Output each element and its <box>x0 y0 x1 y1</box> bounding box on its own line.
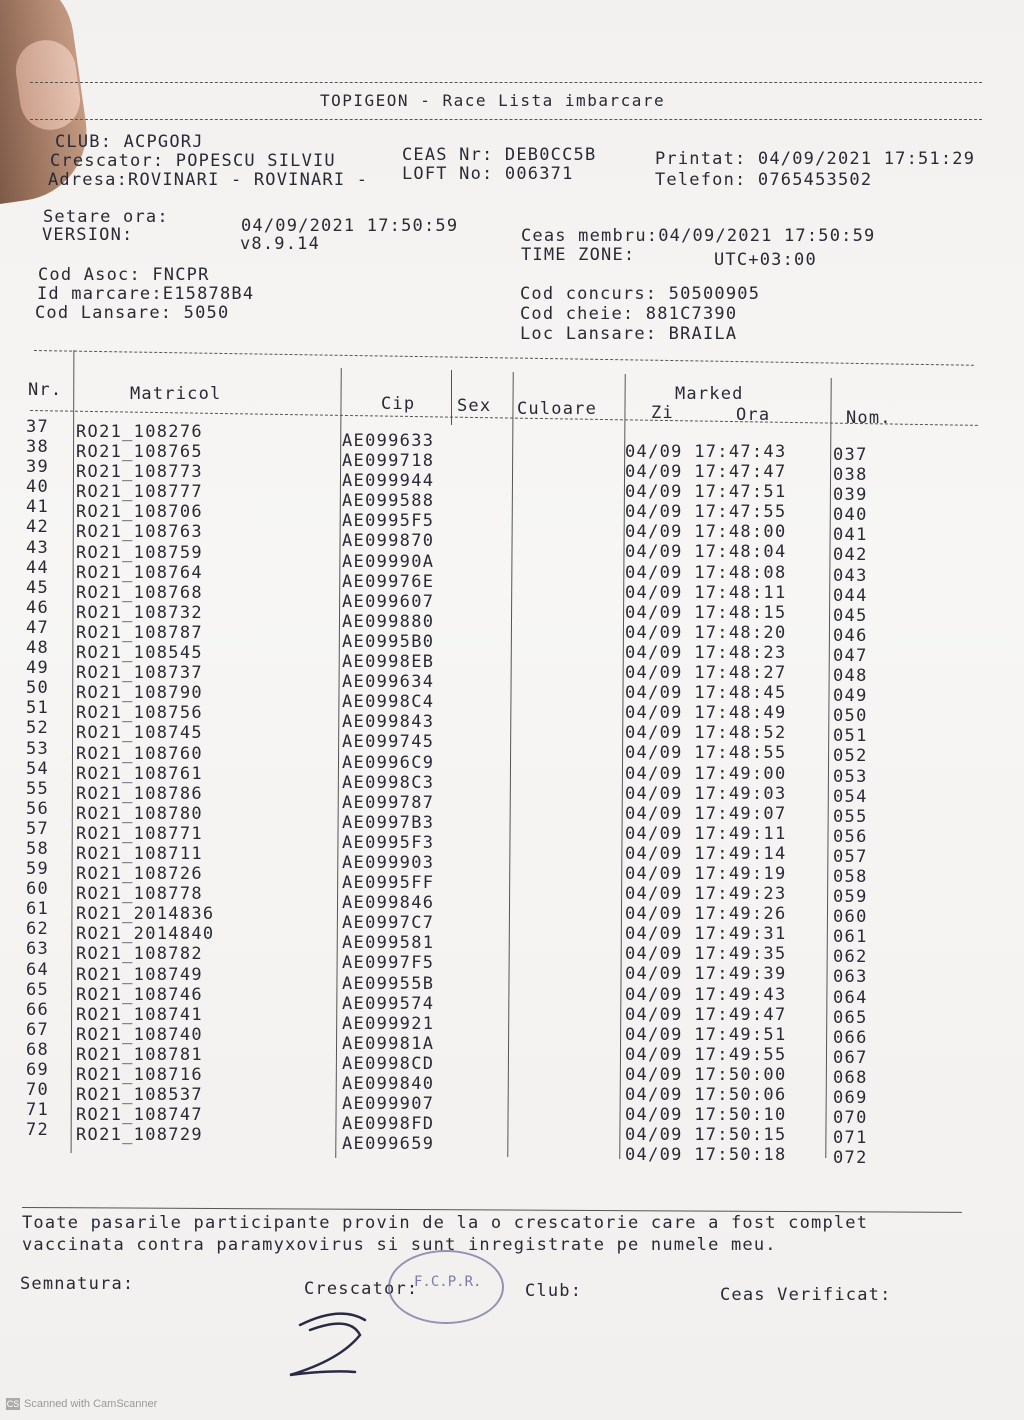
table-cell-matricol: RO21_108781 <box>76 1044 203 1065</box>
column-matricol <box>76 422 214 1145</box>
table-cell-nom: 065 <box>833 1007 868 1028</box>
table-cell-nr: 56 <box>26 798 50 819</box>
table-cell-marked: 04/09 17:49:26 <box>625 904 787 925</box>
table-cell-nr: 55 <box>26 778 50 799</box>
table-cell-cip: AE09981A <box>342 1033 435 1054</box>
table-cell-cip: AE099903 <box>342 852 435 873</box>
table-cell-matricol: RO21_108276 <box>76 422 203 442</box>
table-cell-cip: AE0998FD <box>342 1114 435 1135</box>
table-cell-nom: 040 <box>833 505 868 526</box>
table-cell-nr: 64 <box>26 959 50 980</box>
table-cell-nr: 41 <box>26 497 50 518</box>
table-cell-marked: 04/09 17:47:51 <box>625 482 787 503</box>
table-cell-cip: AE0995FF <box>342 873 435 894</box>
table-cell-marked: 04/09 17:49:35 <box>625 944 787 965</box>
loc-lansare: Loc Lansare: BRAILA <box>520 324 738 344</box>
table-cell-nom: 059 <box>833 887 868 908</box>
table-cell-marked: 04/09 17:47:47 <box>625 462 787 483</box>
table-cell-cip: AE099633 <box>342 431 435 451</box>
table-cell-nr: 39 <box>26 457 50 478</box>
time-zone-label: TIME ZONE: <box>521 245 636 265</box>
table-cell-nr: 47 <box>26 617 50 638</box>
table-cell-nr: 63 <box>26 939 50 960</box>
table-cell-cip: AE099907 <box>342 1094 435 1115</box>
table-cell-marked: 04/09 17:48:49 <box>625 703 787 724</box>
table-cell-marked: 04/09 17:48:00 <box>625 522 787 543</box>
table-cell-cip: AE09990A <box>342 551 435 572</box>
table-cell-nom: 045 <box>833 605 868 626</box>
declaration-line-1: Toate pasarile participante provin de la o crescatorie care a fost complet <box>22 1213 869 1233</box>
table-cell-marked: 04/09 17:50:06 <box>625 1085 787 1105</box>
table-cell-nr: 66 <box>26 999 50 1020</box>
column-divider <box>825 378 831 1158</box>
table-cell-nom: 043 <box>833 565 868 586</box>
table-cell-matricol: RO21_108761 <box>76 763 203 784</box>
table-cell-cip: AE099581 <box>342 933 435 954</box>
column-marked <box>625 442 787 1165</box>
table-cell-nr: 50 <box>26 678 50 699</box>
table-cell-matricol: RO21_108746 <box>76 984 203 1005</box>
handwritten-signature <box>280 1300 400 1390</box>
association-stamp <box>388 1250 504 1324</box>
cod-lansare: Cod Lansare: 5050 <box>35 303 230 323</box>
table-cell-matricol: RO21_2014836 <box>76 904 215 925</box>
table-cell-cip: AE0997B3 <box>342 812 435 833</box>
table-cell-nr: 60 <box>26 879 50 900</box>
table-cell-nom: 072 <box>833 1148 868 1169</box>
table-cell-cip: AE099659 <box>342 1134 435 1155</box>
table-cell-cip: AE099846 <box>342 893 435 914</box>
table-cell-nom: 071 <box>833 1128 868 1149</box>
table-cell-marked: 04/09 17:49:00 <box>625 763 787 784</box>
cod-concurs: Cod concurs: 50500905 <box>520 284 761 304</box>
table-cell-cip: AE0996C9 <box>342 752 435 773</box>
table-cell-marked: 04/09 17:49:39 <box>625 964 787 985</box>
table-cell-cip: AE0997C7 <box>342 913 435 934</box>
table-cell-matricol: RO21_108760 <box>76 743 203 764</box>
table-cell-cip: AE0998C4 <box>342 692 435 713</box>
time-zone-value: UTC+03:00 <box>714 250 817 270</box>
table-cell-marked: 04/09 17:48:45 <box>625 683 787 704</box>
header-nom: Nom. <box>846 408 892 428</box>
header-marked: Marked <box>675 384 744 404</box>
table-cell-cip: AE0997F5 <box>342 953 435 974</box>
table-cell-nom: 048 <box>833 666 868 687</box>
table-cell-cip: AE099944 <box>342 471 435 492</box>
crescator-label: Crescator: <box>304 1279 419 1299</box>
table-cell-nr: 49 <box>26 658 50 679</box>
table-cell-nr: 40 <box>26 477 50 498</box>
table-cell-matricol: RO21_108737 <box>76 663 203 684</box>
table-cell-marked: 04/09 17:50:10 <box>625 1105 787 1126</box>
table-cell-matricol: RO21_108768 <box>76 582 203 603</box>
table-cell-nom: 063 <box>833 967 868 988</box>
table-cell-nom: 042 <box>833 545 868 566</box>
scanner-watermark <box>6 1398 157 1410</box>
table-cell-cip: AE099840 <box>342 1074 435 1094</box>
table-cell-cip: AE099870 <box>342 531 435 552</box>
table-cell-marked: 04/09 17:50:18 <box>625 1145 787 1166</box>
column-divider <box>71 350 75 1153</box>
table-cell-matricol: RO21_2014840 <box>76 924 215 945</box>
table-cell-cip: AE099634 <box>342 672 435 693</box>
table-cell-matricol: RO21_108756 <box>76 703 203 724</box>
table-cell-nom: 047 <box>833 645 868 666</box>
table-cell-matricol: RO21_108729 <box>76 1125 203 1146</box>
table-cell-nom: 046 <box>833 625 868 646</box>
table-cell-marked: 04/09 17:49:03 <box>625 783 787 804</box>
table-cell-marked: 04/09 17:49:47 <box>625 1004 787 1025</box>
table-cell-nr: 45 <box>26 577 50 598</box>
printat-line: Printat: 04/09/2021 17:51:29 <box>655 149 976 169</box>
table-cell-nom: 054 <box>833 786 868 807</box>
table-cell-marked: 04/09 17:49:11 <box>625 823 787 844</box>
cod-cheie: Cod cheie: 881C7390 <box>520 304 738 324</box>
table-cell-nom: 037 <box>833 445 868 465</box>
table-cell-nr: 54 <box>26 758 50 779</box>
table-cell-nom: 051 <box>833 726 868 747</box>
table-cell-cip: AE099843 <box>342 712 435 733</box>
table-cell-matricol: RO21_108790 <box>76 683 203 704</box>
header-ora: Ora <box>736 405 771 425</box>
table-cell-matricol: RO21_108765 <box>76 442 203 463</box>
table-cell-marked: 04/09 17:50:15 <box>625 1125 787 1146</box>
table-cell-nr: 59 <box>26 859 50 880</box>
adresa-line: Adresa:ROVINARI - ROVINARI - <box>48 170 369 190</box>
table-cell-nom: 038 <box>833 465 868 486</box>
declaration-line-2: vaccinata contra paramyxovirus si sunt inregistrate pe numele meu. <box>22 1235 777 1255</box>
column-divider <box>507 372 513 1157</box>
table-cell-matricol: RO21_108780 <box>76 803 203 824</box>
table-cell-cip: AE0998CD <box>342 1053 435 1074</box>
table-cell-nom: 041 <box>833 525 868 546</box>
table-cell-marked: 04/09 17:49:31 <box>625 924 787 945</box>
ceas-nr: CEAS Nr: DEB0CC5B <box>402 145 597 165</box>
table-cell-nom: 064 <box>833 987 868 1008</box>
table-cell-cip: AE099880 <box>342 611 435 632</box>
table-cell-nom: 066 <box>833 1027 868 1048</box>
table-cell-nom: 070 <box>833 1108 868 1129</box>
table-cell-nom: 062 <box>833 947 868 968</box>
table-cell-nom: 053 <box>833 766 868 787</box>
table-cell-matricol: RO21_108749 <box>76 964 203 985</box>
table-cell-cip: AE0995F5 <box>342 511 435 532</box>
table-cell-cip: AE09976E <box>342 571 435 592</box>
column-divider <box>451 370 452 425</box>
watermark-text: Scanned with CamScanner <box>24 1398 158 1410</box>
table-cell-cip: AE099921 <box>342 1013 435 1034</box>
stamp-text: F.C.P.R. <box>414 1274 482 1290</box>
header-sex: Sex <box>457 396 492 416</box>
table-cell-marked: 04/09 17:48:04 <box>625 542 787 563</box>
table-cell-nr: 53 <box>26 738 50 759</box>
table-cell-nom: 044 <box>833 585 868 606</box>
table-cell-matricol: RO21_108759 <box>76 542 203 563</box>
table-cell-nr: 51 <box>26 698 50 719</box>
column-nr <box>26 417 49 1140</box>
version-value: v8.9.14 <box>240 234 321 254</box>
club-label: Club: <box>525 1281 583 1301</box>
header-matricol: Matricol <box>130 384 222 404</box>
table-cell-nr: 72 <box>26 1120 50 1141</box>
table-cell-matricol: RO21_108771 <box>76 823 203 844</box>
table-cell-matricol: RO21_108716 <box>76 1065 203 1085</box>
table-cell-matricol: RO21_108777 <box>76 482 203 503</box>
table-cell-cip: AE099574 <box>342 993 435 1014</box>
table-cell-nr: 46 <box>26 597 50 618</box>
column-divider <box>335 368 342 1158</box>
table-cell-matricol: RO21_108747 <box>76 1105 203 1126</box>
table-cell-nom: 050 <box>833 706 868 727</box>
setare-ora-value: 04/09/2021 17:50:59 <box>241 216 459 236</box>
cod-asoc: Cod Asoc: FNCPR <box>38 265 210 285</box>
table-cell-cip: AE099745 <box>342 732 435 753</box>
table-cell-nr: 71 <box>26 1100 50 1121</box>
table-cell-nr: 68 <box>26 1039 50 1060</box>
table-cell-matricol: RO21_108745 <box>76 723 203 744</box>
table-cell-matricol: RO21_108545 <box>76 643 203 664</box>
table-cell-cip: AE09955B <box>342 973 435 994</box>
club-line: CLUB: ACPGORJ <box>55 132 204 152</box>
table-cell-nom: 049 <box>833 686 868 707</box>
table-cell-matricol: RO21_108782 <box>76 944 203 965</box>
table-cell-marked: 04/09 17:48:08 <box>625 562 787 583</box>
table-cell-matricol: RO21_108741 <box>76 1004 203 1025</box>
loft-no: LOFT No: 006371 <box>402 164 574 184</box>
table-cell-cip: AE099588 <box>342 491 435 512</box>
table-cell-marked: 04/09 17:50:00 <box>625 1064 787 1085</box>
table-cell-nr: 67 <box>26 1019 50 1040</box>
table-cell-matricol: RO21_108706 <box>76 502 203 523</box>
table-cell-marked: 04/09 17:48:55 <box>625 743 787 764</box>
column-cip <box>342 431 434 1154</box>
table-cell-nom: 056 <box>833 826 868 847</box>
table-cell-nr: 38 <box>26 437 50 458</box>
table-cell-nom: 058 <box>833 866 868 887</box>
table-cell-marked: 04/09 17:49:43 <box>625 984 787 1005</box>
table-cell-cip: AE0998C3 <box>342 772 435 793</box>
report-header <box>30 82 982 120</box>
table-cell-nr: 58 <box>26 838 50 859</box>
table-cell-matricol: RO21_108786 <box>76 783 203 804</box>
table-cell-nr: 62 <box>26 919 50 940</box>
table-top-rule <box>34 350 974 366</box>
table-cell-nr: 42 <box>26 517 50 538</box>
table-cell-matricol: RO21_108778 <box>76 884 203 905</box>
table-cell-matricol: RO21_108764 <box>76 562 203 583</box>
table-cell-cip: AE099607 <box>342 591 435 612</box>
table-cell-nom: 069 <box>833 1088 868 1108</box>
table-cell-marked: 04/09 17:48:23 <box>625 642 787 663</box>
camscanner-logo-icon: CS <box>6 1399 20 1409</box>
table-cell-marked: 04/09 17:48:27 <box>625 663 787 684</box>
table-cell-matricol: RO21_108711 <box>76 843 203 864</box>
table-cell-marked: 04/09 17:47:55 <box>625 502 787 523</box>
table-cell-nr: 37 <box>26 417 50 437</box>
table-cell-cip: AE099787 <box>342 792 435 813</box>
header-culoare: Culoare <box>517 399 598 419</box>
table-cell-marked: 04/09 17:49:07 <box>625 803 787 824</box>
header-nr: Nr. <box>28 380 63 400</box>
table-cell-matricol: RO21_108732 <box>76 602 203 623</box>
table-cell-nom: 039 <box>833 485 868 506</box>
table-cell-nom: 055 <box>833 806 868 827</box>
table-cell-matricol: RO21_108537 <box>76 1085 203 1106</box>
table-cell-marked: 04/09 17:49:14 <box>625 843 787 864</box>
table-cell-marked: 04/09 17:48:11 <box>625 582 787 603</box>
table-cell-marked: 04/09 17:48:52 <box>625 723 787 744</box>
header-cip: Cip <box>381 394 416 414</box>
table-cell-matricol: RO21_108763 <box>76 522 203 543</box>
table-cell-marked: 04/09 17:48:20 <box>625 622 787 643</box>
semnatura-label: Semnatura: <box>20 1274 135 1294</box>
table-cell-nr: 70 <box>26 1080 50 1101</box>
ceas-membru: Ceas membru:04/09/2021 17:50:59 <box>521 226 876 246</box>
version-label: VERSION: <box>42 225 134 245</box>
id-marcare: Id marcare:E15878B4 <box>37 284 255 304</box>
ceas-verificat-label: Ceas Verificat: <box>720 1285 892 1305</box>
table-cell-matricol: RO21_108726 <box>76 864 203 885</box>
table-cell-marked: 04/09 17:49:55 <box>625 1044 787 1065</box>
table-cell-cip: AE0995F3 <box>342 832 435 853</box>
table-cell-marked: 04/09 17:49:51 <box>625 1024 787 1045</box>
crescator-line: Crescator: POPESCU SILVIU <box>50 151 336 171</box>
table-cell-cip: AE0998EB <box>342 652 435 673</box>
table-cell-marked: 04/09 17:49:23 <box>625 884 787 905</box>
table-cell-nom: 060 <box>833 907 868 928</box>
telefon-line: Telefon: 0765453502 <box>655 170 873 190</box>
table-cell-nom: 061 <box>833 927 868 948</box>
table-cell-nr: 57 <box>26 818 50 839</box>
table-cell-marked: 04/09 17:47:43 <box>625 442 787 462</box>
table-cell-marked: 04/09 17:49:19 <box>625 863 787 884</box>
table-cell-nr: 44 <box>26 557 50 578</box>
report-title: TOPIGEON - Race Lista imbarcare <box>320 91 666 110</box>
table-cell-nom: 068 <box>833 1067 868 1088</box>
table-cell-nr: 65 <box>26 979 50 1000</box>
table-cell-nr: 48 <box>26 638 50 659</box>
table-cell-cip: AE0995B0 <box>342 631 435 652</box>
table-cell-nr: 69 <box>26 1060 50 1080</box>
table-cell-nom: 067 <box>833 1047 868 1068</box>
table-cell-nr: 43 <box>26 537 50 558</box>
table-cell-matricol: RO21_108773 <box>76 462 203 483</box>
table-cell-nr: 52 <box>26 718 50 739</box>
table-cell-matricol: RO21_108740 <box>76 1024 203 1045</box>
header-zi: Zi <box>651 403 674 423</box>
table-cell-marked: 04/09 17:48:15 <box>625 602 787 623</box>
setare-ora-label: Setare ora: <box>43 207 169 227</box>
table-cell-nom: 057 <box>833 846 868 867</box>
table-cell-nom: 052 <box>833 746 868 767</box>
table-cell-nr: 61 <box>26 899 50 920</box>
table-cell-cip: AE099718 <box>342 451 435 472</box>
column-nom <box>833 445 868 1168</box>
table-cell-matricol: RO21_108787 <box>76 622 203 643</box>
